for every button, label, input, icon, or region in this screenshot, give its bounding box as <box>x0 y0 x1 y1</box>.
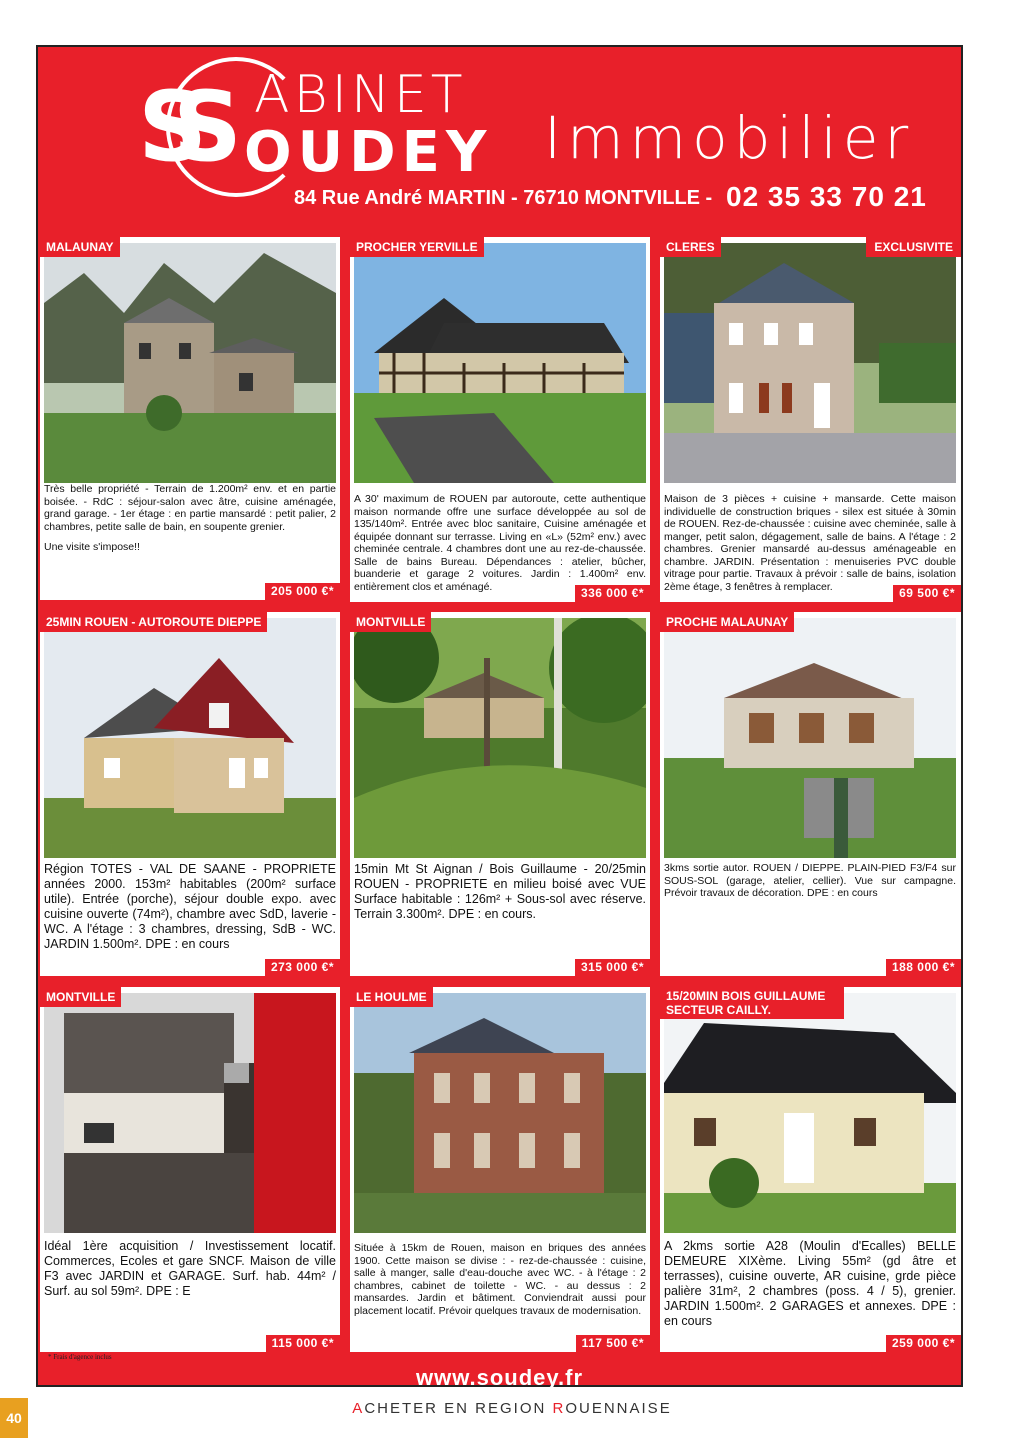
logo-oudey: OUDEY <box>244 120 493 185</box>
agency-header <box>38 47 961 235</box>
listing-price: 115 000 €* <box>266 1335 340 1352</box>
listing-location: LE HOULME <box>350 987 433 1007</box>
house-photo <box>354 618 646 858</box>
agency-address: 84 Rue André MARTIN - 76710 MONTVILLE - <box>294 187 713 209</box>
listing-card[interactable] <box>40 612 340 976</box>
listing-description: A 2kms sortie A28 (Moulin d'Ecalles) BELLE DEMEURE XIXème. Living 55m² (gd âtre et terrasses), cuisine ouverte, AR cuisine, grde pièce palière 31m², 2 chambres (poss. 4 / 5), grenier. JARDIN 1.500m². 2 GARAGES et annexes. DPE : en cours <box>664 1239 956 1328</box>
website-link[interactable]: www.soudey.fr <box>415 1365 584 1390</box>
listing-price: 69 500 €* <box>893 585 961 602</box>
listing-description: A 30' maximum de ROUEN par autoroute, cette authentique maison normande offre une surface développée au sol de 135/140m². Entrée avec bloc sanitaire, Cuisine aménagée et équipée donnant sur terrasse. Living en «L» (52m² env.) avec cheminée centrale. 4 chambres dont une au rez-de-chaussée. Salle de bains Bureau. Dépendances : atelier, bûcher, buanderie et garage 2 voitures. Jardin : 1.400m² env. entièrement clos et aménagé. <box>354 493 646 593</box>
logo-immobilier: Immobilier <box>544 104 915 172</box>
listing-card[interactable] <box>660 237 961 602</box>
listing-card[interactable] <box>660 987 961 1352</box>
page-number: 40 <box>0 1398 28 1438</box>
listing-description: Située à 15km de Rouen, maison en briques des années 1900. Cette maison se divise : - rez-de-chaussée : cuisine, salle à manger, salle d'eau-douche avec WC. - à l'étage : 2 chambres, cabinet de toilette - WC. - au dessus : 2 mansardes. Jardin et bâtiment. Conviendrait aussi pour placement locatif. Prévoir quelques travaux de modernisation. <box>354 1242 646 1317</box>
listing-location: PROCHER YERVILLE <box>350 237 484 257</box>
house-photo <box>354 993 646 1233</box>
listing-location: 25MIN ROUEN - AUTOROUTE DIEPPE <box>40 612 267 632</box>
listing-card[interactable] <box>350 987 650 1352</box>
logo-monogram: SS <box>138 71 212 183</box>
listing-description: Région TOTES - VAL DE SAANE - PROPRIETE années 2000. 153m² habitables (200m² surface utile). Entrée (porche), séjour double expo. avec cuisine ouverte (74m²), chambre avec SdD, laverie - WC. A l'étage : 3 chambres, dressing, SdB - WC. JARDIN 1.500m². DPE : en cours <box>44 862 336 951</box>
logo-abinet: ABINET <box>254 65 467 125</box>
house-photo <box>354 243 646 483</box>
house-photo <box>44 243 336 483</box>
listing-location: MONTVILLE <box>350 612 431 632</box>
house-photo <box>664 618 956 858</box>
listing-price: 117 500 €* <box>576 1335 650 1352</box>
listing-card[interactable] <box>350 612 650 976</box>
listing-price: 188 000 €* <box>886 959 961 976</box>
listing-card[interactable] <box>350 237 650 602</box>
ad-frame <box>36 45 963 1390</box>
agency-phone: 02 35 33 70 21 <box>726 181 927 212</box>
listing-description: Très belle propriété - Terrain de 1.200m² env. et en partie boisée. - RdC : séjour-salon avec âtre, cuisine aménagée, grand garage. - 1er étage : en partie mansardé : petit palier, 2 chambres, petite salle de bain, en soupente grenier. Une visite s'impose!! <box>44 483 336 553</box>
listing-location: MONTVILLE <box>40 987 121 1007</box>
listing-location: CLERES <box>660 237 721 257</box>
listing-price: 315 000 €* <box>575 959 650 976</box>
magazine-title: ACHETER EN REGION ROUENNAISE <box>352 1400 672 1417</box>
listing-price: 336 000 €* <box>575 585 650 602</box>
listing-description: Idéal 1ère acquisition / Investissement locatif. Commerces, Ecoles et gare SNCF. Maison de ville F3 avec JARDIN et GARAGE. Surf. hab. 44m² / Surf. au sol 59m². DPE : E <box>44 1239 336 1298</box>
listing-description: Maison de 3 pièces + cuisine + mansarde. Cette maison individuelle de construction briques - silex est située à 30min de ROUEN. Rez-de-chaussée : cuisine avec cheminée, salle à manger, petit salon, dégagement, salle de bains. A l'étage : 2 chambres. Grenier mansardé au-dessus aménageable en chambre. JARDIN. Présentation : menuiseries PVC double vitrage pour partie. Travaux à prévoir : salle de bains, isolation 2ème étage, 3 fenêtres à remplacer. <box>664 493 956 593</box>
listing-description: 3kms sortie autor. ROUEN / DIEPPE. PLAIN-PIED F3/F4 sur SOUS-SOL (garage, atelier, cellier). Vue sur campagne. Prévoir travaux de décoration. DPE : en cours <box>664 862 956 899</box>
house-photo <box>664 243 956 483</box>
fees-note: * Frais d'agence inclus <box>48 1353 112 1361</box>
listing-price: 273 000 €* <box>265 959 340 976</box>
listing-price: 205 000 €* <box>265 583 340 600</box>
listing-location: PROCHE MALAUNAY <box>660 612 794 632</box>
listing-card[interactable] <box>660 612 961 976</box>
house-photo <box>44 618 336 858</box>
listing-price: 259 000 €* <box>886 1335 961 1352</box>
house-photo <box>664 993 956 1233</box>
listing-description: 15min Mt St Aignan / Bois Guillaume - 20/25min ROUEN - PROPRIETE en milieu boisé avec VUE Surface habitable : 126m² + Sous-sol avec réserve. Terrain 3.300m². DPE : en cours. <box>354 862 646 921</box>
listing-card[interactable] <box>40 987 340 1352</box>
listing-card[interactable] <box>40 237 340 600</box>
kitchen-photo <box>44 993 336 1233</box>
exclusive-badge: EXCLUSIVITE <box>866 237 961 257</box>
listing-location: MALAUNAY <box>40 237 120 257</box>
listing-location: 15/20MIN BOIS GUILLAUME SECTEUR CAILLY. <box>660 987 844 1019</box>
